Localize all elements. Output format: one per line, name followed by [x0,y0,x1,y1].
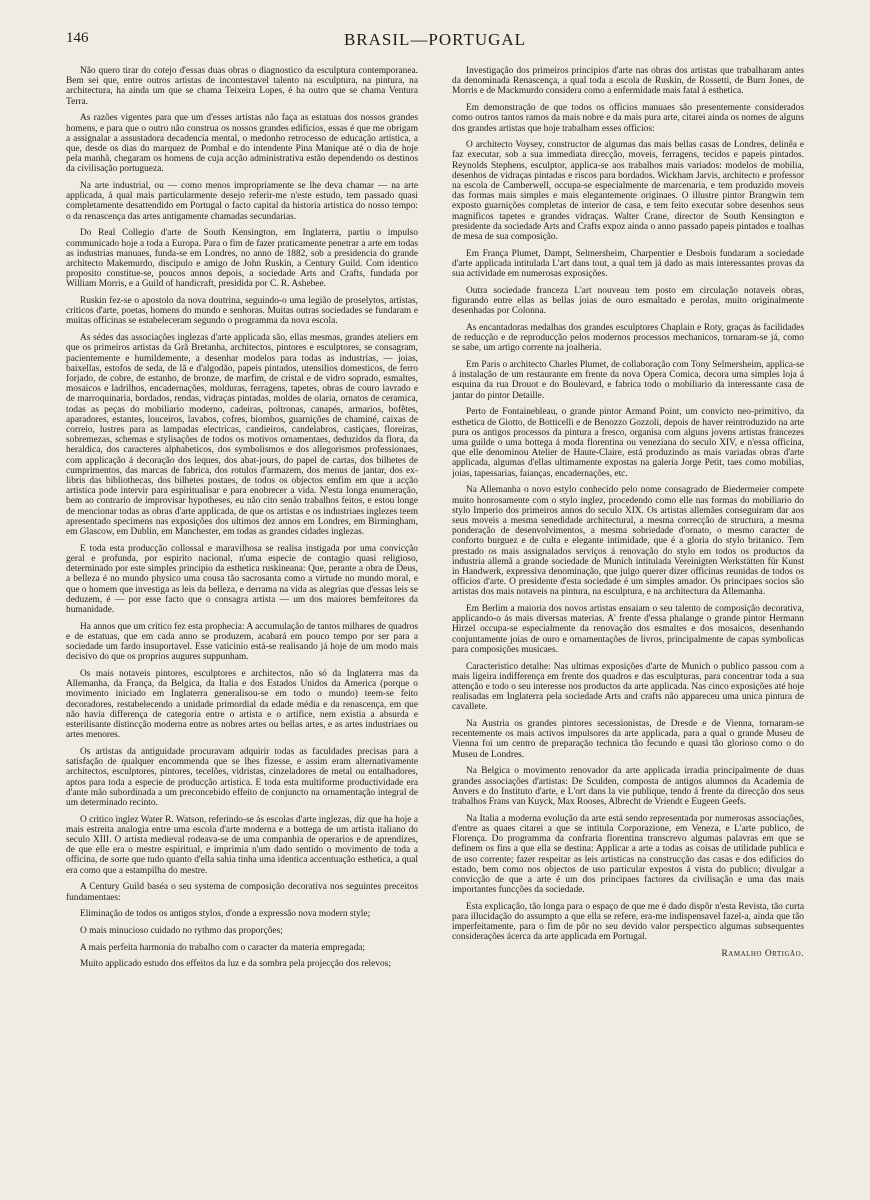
paragraph: Os mais notaveis pintores, esculptores e architectos, não só da Inglaterra mas da Allemanha, da França, da Belgica, da Italia e dos Estados Unidos da America (porque o movimento iniciado em Inglaterra generalisou-se em todo o mundo) teem-se feito decoradores, restabelecendo a unidade primordial da edade média e da renascença, em que não havia differença de categoria entre o artista e o artifice, nem existia a absurda e esterilisante distincção moderna entre as nobres artes ou bellas artes, e as artes industriaes ou artes menores. [66,668,418,741]
paragraph: Na Austria os grandes pintores secessionistas, de Dresde e de Vienna, tornaram-se recentemente os mais activos impulsores da arte applicada, para a qual o grande Museu de Vienna foi um centro de preparação technica tão fecundo e quasi tão glorioso como o do Museu de Londres. [452,719,804,760]
paragraph: Na Belgica o movimento renovador da arte applicada irradia principalmente de duas grandes associações d'artistas: De Sculden, composta de antigos alumnos da Academia de Anvers e do Instituto d'arte, e L'ort dans la vie publique, tendo á frente da direcção dos seus trabalhos Frans van Kuyck, Max Rooses, Albrecht de Vriendt e Eugeen Geefs. [452,766,804,807]
paragraph: Do Real Collegio d'arte de South Kensington, em Inglaterra, partiu o impulso communicado hoje a toda a Europa. Para o fim de fazer praticamente penetrar a arte em todas as industrias manuaes, funda-se em Londres, no anno de 1882, sob a presidencia do grande architecto Makemurdo, discipulo e amigo de John Ruskin, a Century Guild. Com identico proposito constitue-se, poucos annos depois, a sociedade Arts and Crafts, fundada por William Morris, e a Guild of handicraft, presidida por C. R. Ashebee. [66,228,418,290]
paragraph: Outra sociedade franceza L'art nouveau tem posto em circulação notaveis obras, figurando entre ellas as bellas joias de ouro esmaltado e perolas, muito originalmente desenhadas por Colonna. [452,285,804,317]
paragraph: A Century Guild baséa o seu systema de composição decorativa nos seguintes preceitos fundamentaes: [66,882,418,903]
list-item: Muito applicado estudo dos effeitos da luz e da sombra pela projecção dos relevos; [80,959,391,970]
paragraph: Na Allemanha o novo estylo conhecido pelo nome consagrado de Biedermeier compete muito honrosamente com o stylo inglez, procedendo como elle nas formas do mobiliario do stylo Imperio dos primeiros annos do seculo XIX. Os artistas allemães conseguiram dar aos seus moveis a mesma senedidade architectural, a mesma correcção de structura, a mesma ponderação de desenvolvimentos, a mesma sobriedade d'ornato, o mesmo caracter de conforto burguez e de culta e elegante intimidade, que é a gloria do stylo britanico. Tem prestado os mais assignalados serviços á renovação do stylo em todos os productos da industria allemã a grande sociedade de Munich intitulada Vereinigten Werkstätten für Kunst in Handwerk, expressiva denominação, que julgo querer dizer officinas reunidas de todos os officios d'arte. O presidente d'esta sociedade é um simples amador. Os principaes socios são artistas dos mais notaveis na pintura, na esculptura, e na architectura da Allemanha. [452,485,804,598]
paragraph: Não quero tirar do cotejo d'essas duas obras o diagnostico da esculptura contemporanea. Bem sei que, entre outros artistas de incontestavel talento na esculptura, na pintura, na architectura, ha ainda um que se chama Teixeira Lopes, é ha outro que se chama Ventura Terra. [66,66,418,107]
list-item: A mais perfeita harmonia do trabalho com o caracter da materia empregada; [80,942,366,953]
list-item: Investigação dos primeiros principios d'arte nas obras dos artistas que trabalharam antes da denominada Renascença, a qual toda a escola de Ruskin, de Rossetti, de Burn Jones, de Morris e de Mackmurdo considera como a enfermidade mais fatal á esthetica. [452,66,804,97]
list-item: O mais minucioso cuidado no rythmo das proporções; [80,925,283,936]
paragraph: Na arte industrial, ou — como menos impropriamente se lhe deva chamar — na arte applicada, á qual mais particularmente desejo referir-me n'este estudo, tem passado quasi completamente desattendido em Portugal o facto capital da historia artistica do nosso tempo: o da renascença das artes antigamente chamadas secundarias. [66,181,418,222]
paragraph: Em França Plumet, Dampt, Selmersheim, Charpentier e Desbois fundaram a sociedade d'arte applicada intitulada L'art dans tout, a qual tem já dado as mais interessantes provas da sua actividade em numerosas exposições. [452,248,804,280]
running-title: BRASIL—PORTUGAL [343,30,527,49]
author-signature: Ramalho Ortigão. [721,949,804,960]
paragraph: O critico inglez Water R. Watson, referindo-se ás escolas d'arte inglezas, diz que ha hoje a mais estreita analogia entre uma escola d'arte moderna e a bottega de um artista italiano do seculo XIII. O artista medieval rodeava-se de uma companhia de operarios e de aprendizes, de que elle era o mestre espiritual, e imprimia n'um dado sentido o movimento de toda a officina, de sorte que tudo quanto d'ella sahia tinha uma identica accentuação esthetica, a qual era como que a estampilha do mestre. [66,814,418,876]
paragraph: Em demonstração de que todos os officios manuaes são presentemente considerados como outros tantos ramos da mais nobre e da mais pura arte, citarei ainda os nomes de alguns dos grandes artistas que hoje trabalham esses officios: [452,103,804,134]
paragraph: Em Berlim a maioria dos novos artistas ensaiam o seu talento de composição decorativa, applicando-o ás mais diversas materias. A' frente d'essa phalange o grande pintor Hermann Hirzel occupa-se especialmente da renovação dos esmaltes e dos mosaicos, desenhando conjuntamente joias de ouro e ornamentações de livros, principalmente de capas symbolicas para composições musicaes. [452,604,804,655]
right-column [452,66,804,959]
paragraph: Perto de Fontainebleau, o grande pintor Armand Point, um convicto neo-primitivo, da esthetica de Giotto, de Botticelli e de Benozzo Gozzoli, depois de haver reintroduzido na arte pura os antigos processos da pintura a fresco, organisa com alguns jovens artistas francezes uma guilde o uma bottega á moda florentina ou veneziana do seculo XIV, e n'essa officina, que elle denominou Atelier de Haute-Claire, está produzindo as mais variadas obras d'arte applicada, algumas d'ellas ultimamente expostas na galeria Jorge Petit, taes como mobilias, joias, tapessarias, faianças, encadernações, etc. [452,407,804,479]
paragraph: As razões vigentes para que um d'esses artistas não faça as estatuas dos nossos grandes homens, e para que o outro não construa os nossos grandes edificios, essas é que me obrigam a assignalar a assustadora decadencia mental, o medonho retrocesso de educação artistica, a que, desde os dias do marquez de Pombal e do intendente Pina Manique até o dia de hoje pela manhã, chegaram os homens de cuja acção administrativa estão dependendo os destinos da civilisação portugueza. [66,113,418,175]
left-column [66,66,418,976]
paragraph: Em Paris o architecto Charles Plumet, de collaboração com Tony Selmersheim, applica-se á instalação de um restaurante em frente da nova Opera Comica, decora uma simples loja á esquina da rua Drouot e do Boulevard, e fabrica todo o mobiliario da interessante casa de jantar do pintor Detaille. [452,360,804,401]
paragraph: Ruskin fez-se o apostolo da nova doutrina, seguindo-o uma legião de proselytos, artistas, criticos d'arte, poetas, homens do mundo e senhoras. Muitas outras sociedades se fundaram e muitas officinas se estabeleceram segundo o programma da nova escola. [66,296,418,327]
list-item: Eliminação de todos os antigos stylos, d'onde a expressão nova modern style; [80,909,371,920]
paragraph: E toda esta producção collossal e maravilhosa se realisa instigada por uma convicção geral e profunda, por espirito nacional, n'uma especie de contagio quasi religioso, determinado por este simples principio da esthetica ruskineana: Que, perante a obra de Deus, a belleza é no mundo physico uma cousa tão sacrosanta como a virtude no mundo moral, e que o homem que investiga as leis da belleza, e derrama na vida as alegrias que d'essas leis se deduzem, é — por esse facto que o consagra artista — um dos maiores bemfeitores da humanidade. [66,543,418,615]
paragraph: Na Italia a moderna evolução da arte está sendo representada por numerosas associações, d'entre as quaes citarei a que se intitula Corporazione, em Veneza, e L'arte publico, de Florença. Do programma da confraria florentina transcrevo algumas palavras em que se definem os fins a que ella se destina: Applicar a arte a todas as coisas de utilidade publica e de uso corrente; fazer respeitar as leis artisticas na construcção das casas e dos edificios do estado, bem como nos objectos de uso particular expostos á vista do publico; divulgar a convicção de que a arte é um dos principaes factores da civilisação e uma das mais importantes funcções da sociedade. [452,813,804,896]
paragraph: As encantadoras medalhas dos grandes esculptores Chaplain e Roty, graças ás facilidades de reducção e de reproducção pelos modernos processos mechanicos, tornaram-se já, como se sabe, um artigo corrente na joalheria. [452,322,804,354]
paragraph: Os artistas da antiguidade procuravam adquirir todas as faculdades precisas para a satisfação de qualquer encommenda que se lhes fizesse, e assim eram alternativamente architectos, esculptores, pintores, tecelões, vidristas, cinzeladores de metal ou entalhadores, aptos para toda a especie de producção artistica. E toda esta multiforme productividade era d'ante mão subordinada a um preconcebido effeito de conjuncto na ornamentação integral de um determinado recinto. [66,746,418,808]
paragraph: Caracteristico detalhe: Nas ultimas exposições d'arte de Munich o publico passou com a mais ligeira indifferença em frente dos quadros e das esculpturas, para concentrar toda a sua attenção e todo o seu interesse nos productos da arte applicada. Nas cinco exposições até hoje realisadas em Inglaterra pela sociedade Arts and crafts não appareceu uma unica pintura de cavallete. [452,661,804,713]
paragraph: Esta explicação, tão longa para o espaço de que me é dado dispôr n'esta Revista, tão curta para illucidação do assumpto a que ella se refere, era-me indispensavel fazel-a, ainda que tão imperfeitamente, para o fim de pôr no seu devido valor perspectico algumas subsequentes considerações ácerca da arte applicada em Portugal. [452,901,804,943]
paragraph: As sédes das associações inglezas d'arte applicada são, ellas mesmas, grandes ateliers em que os primeiros artistas da Grã Bretanha, architectos, pintores e esculptores, se consagram, pacientemente e humildemente, a desenhar modelos para todas as industrias, — joias, baixellas, estofos de seda, de lã e d'algodão, papeis pintados, utensilios domesticos, de ferro forjado, de cobre, de estanho, de bronze, de marfim, de cristal e de vidro soprado, esmaltes, mosaicos e ladrilhos, encadernações, molduras, ferragens, tapetes, obras de couro lavrado e de marroquinaria, bordados, rendas, vidraças pintadas, moldes de olaria, ornatos de ceramica, todas as peças do mobiliario moderno, cadeiras, poltronas, canapés, armarios, bofêtes, aparadores, estantes, louceiros, lavabos, cofres, biombos, guarnições de chaminé, caixas de correio, lustres para as lampadas electricas, candieiros, candelabros, castiçaes, floreiras, sobremezas, schemas e stylisações de todos os motivos ornamentaes, deduzidos da flora, da heraldica, dos caracteres alphabeticos, dos symbolismos e dos allegorismos professionaes, com applicação á decoração dos leques, dos abat-jours, do papel de cartas, dos bilhetes de cumprimentos, das marcas de fabrica, dos rotulos d'armazem, dos menus de jantar, dos ex-libris das bibliothecas, dos bilhetes postaes, de todos os objectos emfim em que a acção artistica pode intervir para espiritualisar e para enobrecer a vida. N'esta longa enumeração, bem ao contrario de improvisar hypotheses, eu não cito senão trabalhos feitos, e estou longe de mencionar todas as obras d'arte applicada, de que os artistas e os industriaes inglezes teem apresentado specimens nas exposições dos ultimos dez annos em Londres, em Birmingham, em Glascow, em Dublin, em Manchester, em todas as grandes cidades inglezas. [66,333,418,538]
page-number: 146 [66,30,89,46]
paragraph: Ha annos que um critico fez esta prophecia: A accumulação de tantos milhares de quadros e de estatuas, que em cada anno se produzem, acabará em pouco tempo por ser para a sociedade um fardo insuportavel. Esse vaticinio está-se realisando já hoje de um modo mais decisivo do que os proprios augures suppunham. [66,621,418,663]
paragraph: O architecto Voysey, constructor de algumas das mais bellas casas de Londres, delinêa e faz executar, sob a sua immediata direcção, moveis, ferragens, tecidos e papeis pintados. Reynolds Stephens, esculptor, applica-se aos trabalhos mais variados: modelos de mobilia, desenhos de vidraças pintadas e riscos para bordados. Wickham Jarvis, architecto e professor na escola de Camberwell, occupa-se especialmente de marcenaria, e tem produzido moveis das formas mais simples e mais elegantemente originaes. O illustre pintor Brangwin tem exposto guarnições completas de interior de casa, e tem feito executar sobre desenhos seus magnificos tapetes e grandes vidraças. Walter Crane, director de South Kensington e presidente da sociedade Arts and Crafts expoz ainda o anno passado papeis pintados e toalhas de mesa de sua composição. [452,140,804,243]
